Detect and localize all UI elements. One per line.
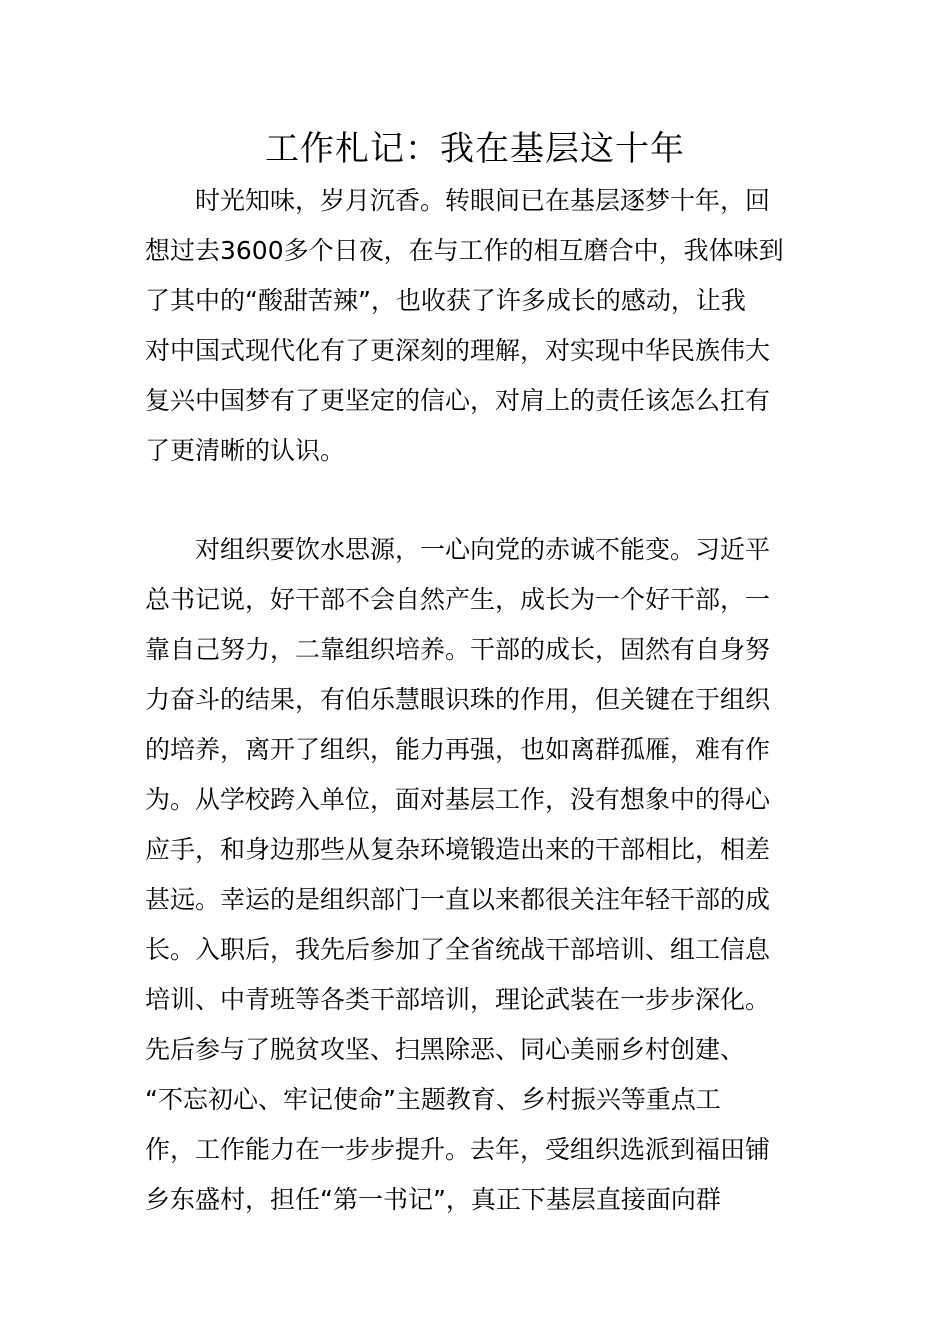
paragraph-line: 长。入职后，我先后参加了全省统战干部培训、组工信息 bbox=[145, 935, 771, 964]
paragraph-line: 了其中的“酸甜苦辣”，也收获了许多成长的感动，让我 bbox=[145, 286, 746, 315]
paragraph-line: 为。从学校跨入单位，面对基层工作，没有想象中的得心 bbox=[145, 785, 771, 814]
paragraph-line: 的培养，离开了组织，能力再强，也如离群孤雁，难有作 bbox=[145, 735, 771, 764]
paragraph-line: 培训、中青班等各类干部培训，理论武装在一步步深化。 bbox=[145, 985, 771, 1014]
paragraph-line: 作，工作能力在一步步提升。去年，受组织选派到福田铺 bbox=[145, 1135, 771, 1164]
paragraph-1 bbox=[145, 176, 815, 476]
paragraph-line: 时光知味，岁月沉香。转眼间已在基层逐梦十年，回 bbox=[195, 186, 771, 215]
paragraph-2 bbox=[145, 525, 815, 1225]
paragraph-line: 靠自己努力，二靠组织培养。干部的成长，固然有自身努 bbox=[145, 635, 771, 664]
paragraph-line: 了更清晰的认识。 bbox=[145, 436, 346, 465]
paragraph-line: 对中国式现代化有了更深刻的理解，对实现中华民族伟大 bbox=[145, 336, 771, 365]
paragraph-line: 想过去3600多个日夜，在与工作的相互磨合中，我体味到 bbox=[145, 236, 784, 265]
document-title: 工作札记：我在基层这十年 bbox=[265, 129, 685, 169]
paragraph-line: 应手，和身边那些从复杂环境锻造出来的干部相比，相差 bbox=[145, 835, 771, 864]
paragraph-line: 总书记说，好干部不会自然产生，成长为一个好干部，一 bbox=[145, 585, 771, 614]
paragraph-line: “不忘初心、牢记使命”主题教育、乡村振兴等重点工 bbox=[145, 1085, 721, 1114]
paragraph-line: 复兴中国梦有了更坚定的信心，对肩上的责任该怎么扛有 bbox=[145, 386, 771, 415]
paragraph-line: 甚远。幸运的是组织部门一直以来都很关注年轻干部的成 bbox=[145, 885, 771, 914]
paragraph-line: 乡东盛村，担任“第一书记”，真正下基层直接面向群 bbox=[145, 1185, 721, 1214]
paragraph-line: 先后参与了脱贫攻坚、扫黑除恶、同心美丽乡村创建、 bbox=[145, 1035, 746, 1064]
paragraph-line: 对组织要饮水思源，一心向党的赤诚不能变。习近平 bbox=[195, 535, 771, 564]
paragraph-line: 力奋斗的结果，有伯乐慧眼识珠的作用，但关键在于组织 bbox=[145, 685, 771, 714]
